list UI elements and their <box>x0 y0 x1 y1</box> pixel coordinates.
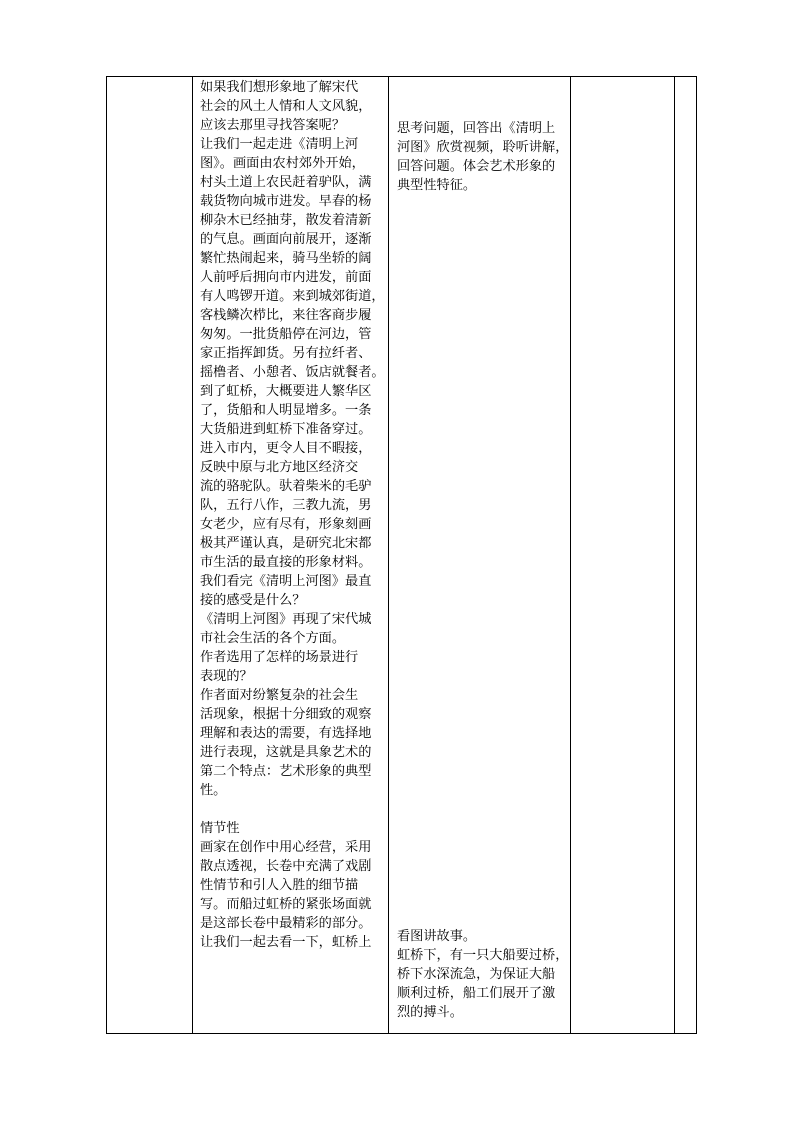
teacher-activity-cell <box>193 77 389 1034</box>
text-line: 大货船进到虹桥下准备穿过。 <box>200 422 372 437</box>
text-line: 性情节和引人入胜的细节描 <box>200 878 359 893</box>
text-line: 市生活的最直接的形象材料。 <box>200 555 372 570</box>
text-line: 作者选用了怎样的场景进行 <box>200 650 359 665</box>
text-line: 活现象，根据十分细致的观察 <box>200 707 372 722</box>
design-intent-cell <box>571 77 675 1034</box>
text-line: 让我们一起走进《清明上河 <box>200 137 359 152</box>
student-activity-text-a <box>397 119 568 195</box>
student-activity-cell <box>389 77 571 1034</box>
text-line: 匆匆。一批货船停在河边，管 <box>200 327 372 342</box>
text-line: 摇橹者、小憩者、饭店就餐者。 <box>200 365 385 380</box>
text-line: 到了虹桥，大概要进人繁华区 <box>200 384 372 399</box>
text-line: 了，货船和人明显增多。一条 <box>200 403 372 418</box>
text-line: 理解和表达的需要，有选择地 <box>200 726 372 741</box>
text-line: 桥下水深流急，为保证大船 <box>397 967 556 982</box>
notes-cell <box>675 77 697 1034</box>
text-line: 柳杂木已经抽芽，散发着清新 <box>200 213 372 228</box>
text-line: 让我们一起去看一下，虹桥上 <box>200 935 372 950</box>
teacher-activity-text <box>200 78 386 952</box>
text-line: 情节性 <box>200 821 240 836</box>
text-line: 作者面对纷繁复杂的社会生 <box>200 688 359 703</box>
text-line: 繁忙热闹起来，骑马坐轿的阔 <box>200 251 372 266</box>
lesson-plan-table <box>106 76 697 1034</box>
text-line: 进行表现，这就是具象艺术的 <box>200 745 372 760</box>
text-line: 极其严谨认真，是研究北宋都 <box>200 536 372 551</box>
text-line: 是这部长卷中最精彩的部分。 <box>200 916 372 931</box>
text-line: 村头土道上农民赶着驴队，满 <box>200 175 372 190</box>
text-line: 河图》欣赏视频，聆听讲解， <box>397 140 568 155</box>
text-line: 队，五行八作，三教九流，男 <box>200 498 372 513</box>
student-activity-text-b <box>397 927 568 1022</box>
text-line: 社会的风土人情和人文风貌， <box>200 99 372 114</box>
text-line: 女老少，应有尽有，形象刻画 <box>200 517 372 532</box>
text-line: 流的骆驼队。驮着柴米的毛驴 <box>200 479 372 494</box>
text-line: 家正指挥卸货。另有拉纤者、 <box>200 346 372 361</box>
text-line: 客栈鳞次栉比，来往客商步履 <box>200 308 372 323</box>
text-line: 散点透视，长卷中充满了戏剧 <box>200 859 372 874</box>
text-line: 思考问题，回答出《清明上 <box>397 121 556 136</box>
table-row <box>107 77 697 1034</box>
text-line: 看图讲故事。 <box>397 929 477 944</box>
text-line: 典型性特征。 <box>397 178 477 193</box>
text-line: 我们看完《清明上河图》最直 <box>200 574 372 589</box>
text-line: 反映中原与北方地区经济交 <box>200 460 359 475</box>
text-line: 应该去那里寻找答案呢？ <box>200 118 346 133</box>
text-line: 载货物向城市进发。早春的杨 <box>200 194 372 209</box>
text-line: 第二个特点：艺术形象的典型 <box>200 764 372 779</box>
text-line: 人前呼后拥向市内进发，前面 <box>200 270 372 285</box>
text-line: 性。 <box>200 783 227 798</box>
text-line: 回答问题。体会艺术形象的 <box>397 159 556 174</box>
stage-cell <box>107 77 193 1034</box>
text-line: 图》。画面由农村郊外开始， <box>200 156 365 171</box>
text-line: 如果我们想形象地了解宋代 <box>200 80 359 95</box>
text-line: 虹桥下，有一只大船要过桥， <box>397 948 568 963</box>
text-line: 有人鸣锣开道。来到城郊街道， <box>200 289 385 304</box>
text-line: 写。而船过虹桥的紧张场面就 <box>200 897 372 912</box>
text-line: 顺利过桥，船工们展开了激 <box>397 986 556 1001</box>
text-line: 的气息。画面向前展开，逐渐 <box>200 232 372 247</box>
text-line: 烈的搏斗。 <box>397 1005 463 1020</box>
text-line: 市社会生活的各个方面。 <box>200 631 346 646</box>
text-line <box>200 800 386 819</box>
text-line: 接的感受是什么？ <box>200 593 306 608</box>
text-line: 表现的？ <box>200 669 253 684</box>
text-line: 《清明上河图》再现了宋代城 <box>200 612 372 627</box>
text-line: 画家在创作中用心经营，采用 <box>200 840 372 855</box>
text-line: 进入市内，更令人目不暇接， <box>200 441 372 456</box>
